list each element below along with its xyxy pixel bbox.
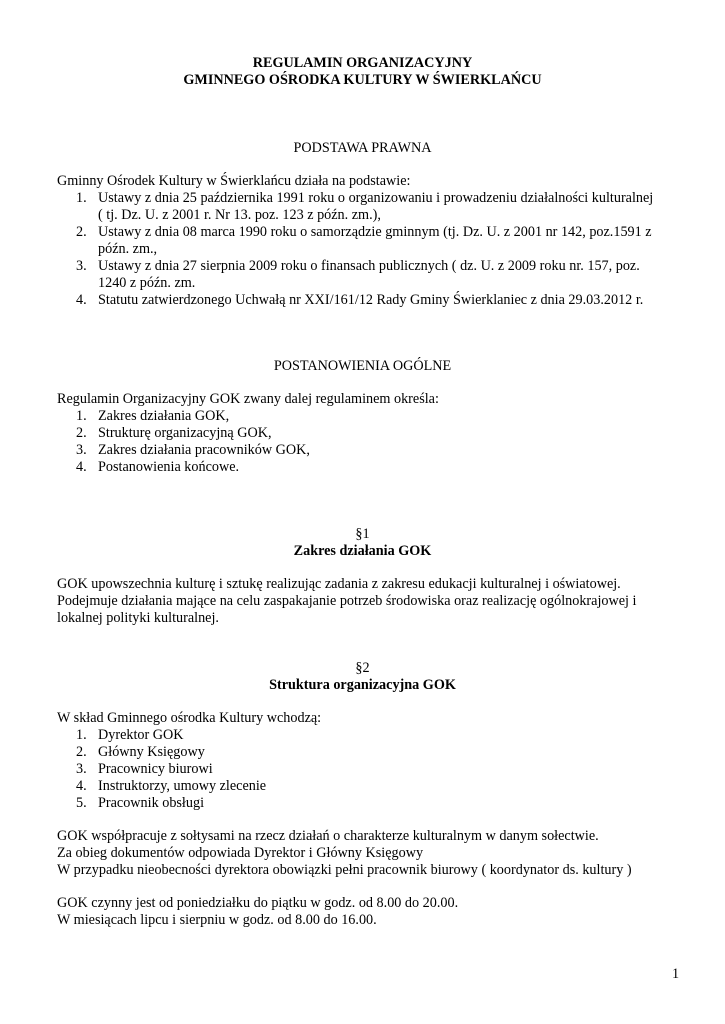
section-2-intro: W skład Gminnego ośrodka Kultury wchodzą: <box>57 710 322 726</box>
section-2-paragraph-line: W przypadku nieobecności dyrektora obowiązki pełni pracownik biurowy ( koordynator ds. kultury ) <box>57 862 632 878</box>
list-item: Strukturę organizacyjną GOK, <box>98 425 272 441</box>
section-2-symbol: §2 <box>355 660 370 676</box>
list-item: Pracownicy biurowi <box>98 761 213 777</box>
list-number: 4. <box>76 778 87 794</box>
list-number: 1. <box>76 408 87 424</box>
list-item: Zakres działania pracowników GOK, <box>98 442 310 458</box>
general-provisions-heading: POSTANOWIENIA OGÓLNE <box>273 358 452 374</box>
list-number: 2. <box>76 224 87 240</box>
list-item: Dyrektor GOK <box>98 727 184 743</box>
list-item: Ustawy z dnia 25 października 1991 roku o organizowaniu i prowadzeniu działalności kulturalnej <box>98 190 654 206</box>
list-item: Główny Księgowy <box>98 744 205 760</box>
document-title-line-2: GMINNEGO OŚRODKA KULTURY W ŚWIERKLAŃCU <box>183 72 542 88</box>
list-number: 5. <box>76 795 87 811</box>
list-item-continuation: 1240 z późn. zm. <box>98 275 196 291</box>
list-number: 1. <box>76 190 87 206</box>
list-number: 4. <box>76 292 87 308</box>
list-number: 2. <box>76 425 87 441</box>
list-item-continuation: ( tj. Dz. U. z 2001 r. Nr 13. poz. 123 z późn. zm.), <box>98 207 381 223</box>
section-1-paragraph-line: GOK upowszechnia kulturę i sztukę realizując zadania z zakresu edukacji kulturalnej i oświatowej. <box>57 576 621 592</box>
opening-hours-line: GOK czynny jest od poniedziałku do piątku w godz. od 8.00 do 20.00. <box>57 895 459 911</box>
section-2-paragraph-line: Za obieg dokumentów odpowiada Dyrektor i Główny Księgowy <box>57 845 424 861</box>
section-2-heading: Struktura organizacyjna GOK <box>269 677 456 693</box>
list-item: Ustawy z dnia 27 sierpnia 2009 roku o finansach publicznych ( dz. U. z 2009 roku nr. 157, poz. <box>98 258 640 274</box>
list-item: Instruktorzy, umowy zlecenie <box>98 778 267 794</box>
list-item: Postanowienia końcowe. <box>98 459 240 475</box>
document-title-line-1: REGULAMIN ORGANIZACYJNY <box>252 55 473 71</box>
list-number: 1. <box>76 727 87 743</box>
list-item: Zakres działania GOK, <box>98 408 230 424</box>
section-1-paragraph-line: lokalnej polityki kulturalnej. <box>57 610 219 626</box>
list-number: 4. <box>76 459 87 475</box>
section-1-paragraph-line: Podejmuje działania mające na celu zaspakajanie potrzeb środowiska oraz realizację ogólnokrajowej i <box>57 593 637 609</box>
section-1-symbol: §1 <box>355 526 370 542</box>
legal-basis-intro: Gminny Ośrodek Kultury w Świerklańcu działa na podstawie: <box>57 173 411 189</box>
list-number: 3. <box>76 442 87 458</box>
list-item-continuation: późn. zm., <box>98 241 158 257</box>
section-2-paragraph-line: GOK współpracuje z sołtysami na rzecz działań o charakterze kulturalnym w danym sołectwie. <box>57 828 599 844</box>
list-number: 2. <box>76 744 87 760</box>
list-item: Ustawy z dnia 08 marca 1990 roku o samorządzie gminnym (tj. Dz. U. z 2001 nr 142, poz.1591 z <box>98 224 652 240</box>
list-item: Pracownik obsługi <box>98 795 205 811</box>
section-1-heading: Zakres działania GOK <box>293 543 432 559</box>
list-number: 3. <box>76 761 87 777</box>
opening-hours-line: W miesiącach lipcu i sierpniu w godz. od 8.00 do 16.00. <box>57 912 377 928</box>
page-number: 1 <box>672 966 680 982</box>
list-item: Statutu zatwierdzonego Uchwałą nr XXI/161/12 Rady Gminy Świerklaniec z dnia 29.03.2012 r. <box>98 292 644 308</box>
general-provisions-intro: Regulamin Organizacyjny GOK zwany dalej regulaminem określa: <box>57 391 439 407</box>
list-number: 3. <box>76 258 87 274</box>
legal-basis-heading: PODSTAWA PRAWNA <box>293 140 432 156</box>
